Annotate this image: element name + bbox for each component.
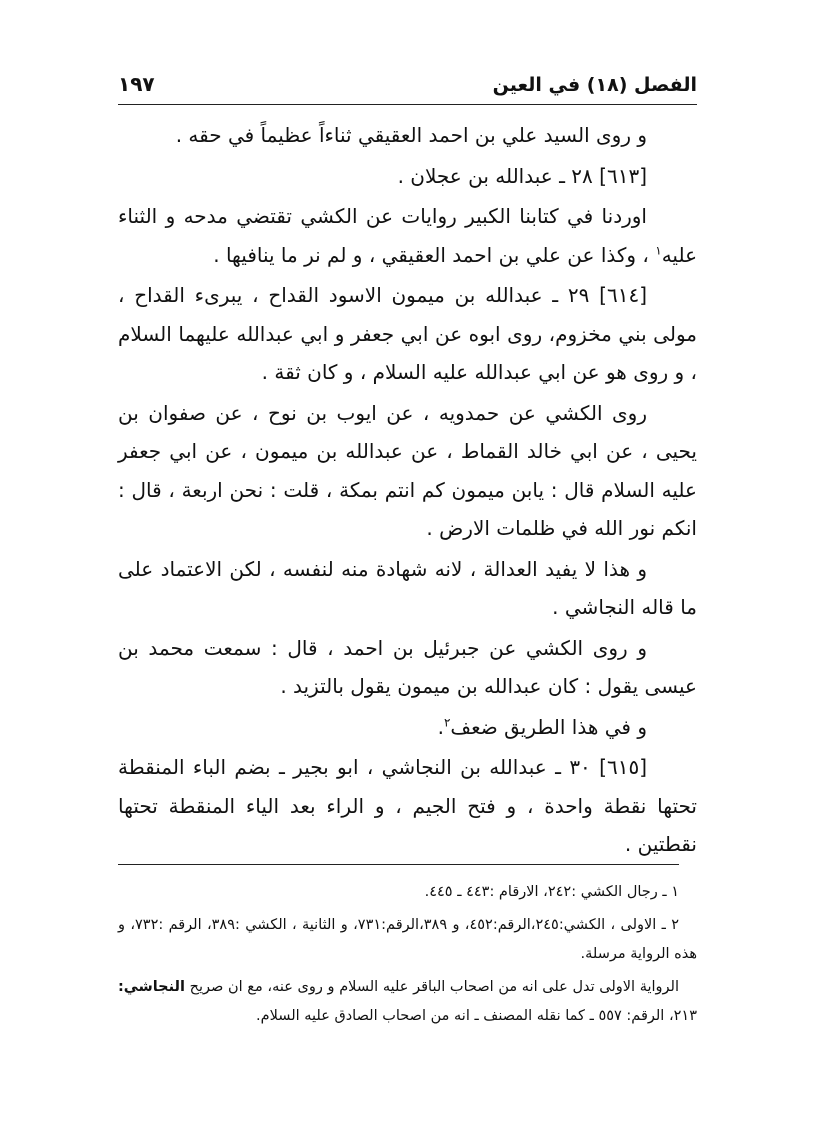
paragraph-text: اوردنا في كتابنا الكبير روايات عن الكشي تقتضي مدحه و الثناء عليه: [118, 204, 697, 267]
footnote: [118, 973, 697, 1031]
paragraph: روى الكشي عن حمدويه ، عن ايوب بن نوح ، عن صفوان بن يحيى ، عن ابي خالد القماط ، عن عبدالله بن ميمون ، عن ابي جعفر عليه السلام قال : يابن ميمون كم انتم بمكة ، قلت : نحن اربعة ، قال : انكم نور الله في ظلمات الارض .: [118, 400, 697, 540]
footnote: ٢ ـ الاولى ، الكشي:٢٤٥،الرقم:٤٥٢، و ٣٨٩،الرقم:٧٣١، و الثانية ، الكشي :٣٨٩، الرقم :٧٣٢، و هذه الرواية مرسلة.: [118, 917, 697, 962]
paragraph: و روى الكشي عن جبرئيل بن احمد ، قال : سمعت محمد بن عيسى يقول : كان عبدالله بن ميمون يقول بالتزيد .: [118, 635, 697, 698]
paragraph: [118, 197, 697, 274]
footnote-text: ٢١٣، الرقم: ٥٥٧ ـ كما نقله المصنف ـ انه من اصحاب الصادق عليه السلام.: [256, 1008, 697, 1024]
chapter-title: الفصل (١٨) في العين: [492, 74, 697, 96]
paragraph-text: ، وكذا عن علي بن احمد العقيقي ، و لم نر ما ينافيها .: [213, 242, 649, 267]
paragraph: و روى السيد علي بن احمد العقيقي ثناءاً عظيماً في حقه .: [175, 123, 647, 147]
footnote: ١ ـ رجال الكشي :٢٤٢، الارقام :٤٤٣ ـ ٤٤٥.: [424, 884, 679, 900]
paragraph-text: .: [437, 714, 444, 739]
footnotes: [118, 878, 697, 1035]
footnote-ref[interactable]: ٢: [443, 714, 451, 729]
entry-heading: [٦١٣] ٢٨ ـ عبدالله بن عجلان .: [397, 163, 647, 188]
paragraph-text: و في هذا الطريق ضعف: [450, 714, 647, 739]
paragraph: [118, 708, 697, 747]
footnote-ref[interactable]: ١: [655, 242, 662, 257]
paragraph: و هذا لا يفيد العدالة ، لانه شهادة منه لنفسه ، لكن الاعتماد على ما قاله النجاشي .: [118, 556, 697, 619]
page-number: ١٩٧: [118, 72, 155, 96]
footnote-source: النجاشي:: [118, 979, 185, 995]
entry-paragraph: [٦١٤] ٢٩ ـ عبدالله بن ميمون الاسود القداح ، يبرىء القداح ، مولى بني مخزوم، روى ابوه عن ابي جعفر و ابي عبدالله عليهما السلام ، و روى هو عن ابي عبدالله عليه السلام ، و كان ثقة .: [118, 283, 697, 384]
page-header: [118, 70, 697, 105]
entry-paragraph: [٦١٥] ٣٠ ـ عبدالله بن النجاشي ، ابو بجير ـ بضم الباء المنقطة تحتها نقطة واحدة ، و فتح الجيم ، و الراء بعد الياء المنقطة تحتها نقطتين .: [118, 755, 697, 856]
footnote-separator: [118, 864, 679, 865]
main-text: [118, 116, 697, 866]
footnote-text: الرواية الاولى تدل على انه من اصحاب الباقر عليه السلام و روى عنه، مع ان صريح: [189, 979, 680, 995]
